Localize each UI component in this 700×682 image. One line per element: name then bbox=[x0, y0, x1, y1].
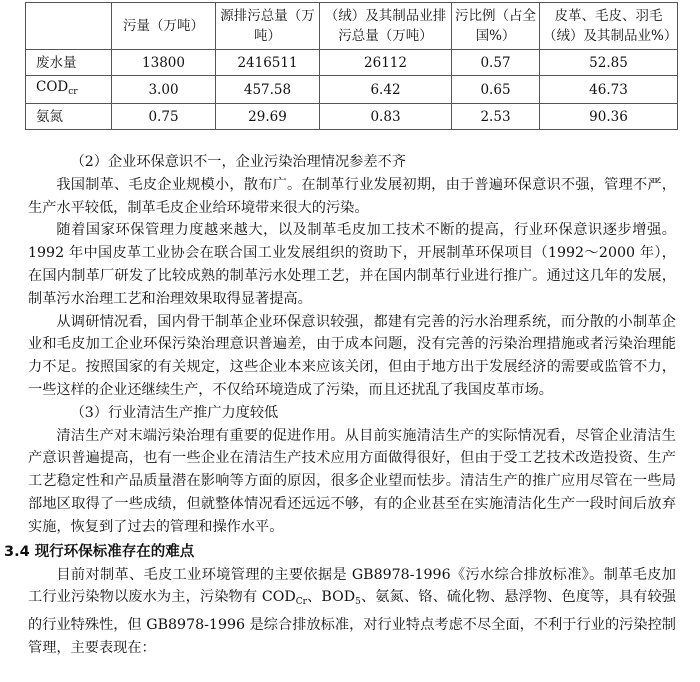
table-cell: 6.42 bbox=[320, 76, 452, 104]
emissions-table bbox=[25, 2, 678, 130]
subscript: 5 bbox=[355, 597, 361, 608]
paragraph: 我国制革、毛皮企业规模小，散布广。在制革行业发展初期，由于普遍环保意识不强，管理不严，生产水平较低，制革毛皮企业给环境带来很大的污染。 bbox=[28, 176, 676, 216]
header-cell: 皮革、毛皮、羽毛（绒）及其制品业%） bbox=[540, 3, 678, 50]
header-cell: 污比例（占全国%） bbox=[452, 3, 540, 50]
table-cell: 52.85 bbox=[540, 50, 678, 76]
table-row bbox=[26, 104, 678, 130]
paragraph-text: 、BOD bbox=[306, 589, 356, 606]
subscript: Cr bbox=[295, 597, 307, 608]
table-row bbox=[26, 50, 678, 76]
table-header-row bbox=[26, 3, 678, 50]
subsection-heading: （3）行业清洁生产推广力度较低 bbox=[70, 404, 279, 421]
header-cell: 源排污总量（万吨） bbox=[216, 3, 320, 50]
table-cell: 0.83 bbox=[320, 104, 452, 130]
table-cell: 0.65 bbox=[452, 76, 540, 104]
paragraph: 随着国家环保管理力度越来越大，以及制革毛皮加工技术不断的提高，行业环保意识逐步增强。1992 年中国皮革工业协会在联合国工业发展组织的资助下，开展制革环保项目（1992～2000 年），在国内制革厂研发了比较成熟的制革污水处理工艺，并在国内制革行业进行推广。通过这几年的发展，制革污水治理工艺和治理效果取得显著提高。 bbox=[28, 222, 676, 307]
paragraph: 清洁生产对末端污染治理有重要的促进作用。从目前实施清洁生产的实际情况看，尽管企业清洁生产意识普遍提高，也有一些企业在清洁生产技术应用方面做得很好，但由于受工艺技术改造投资、生产工艺稳定性和产品质量潜在影响等方面的原因，很多企业望而怯步。清洁生产的推广应用尽管在一些局部地区取得了一些成绩，但就整体情况看还远远不够，有的企业甚至在实施清洁化生产一段时间后放弃实施，恢复到了过去的管理和操作水平。 bbox=[28, 427, 676, 535]
table-row bbox=[26, 76, 678, 104]
table-cell: 90.36 bbox=[540, 104, 678, 130]
document-body bbox=[4, 151, 676, 660]
subsection-heading: （2）企业环保意识不一，企业污染治理情况参差不齐 bbox=[70, 154, 406, 170]
header-cell: （绒）及其制品业排污总量（万吨） bbox=[320, 3, 452, 50]
paragraph-text: 目前对制革、毛皮工业环境管理的主要依据是 GB8978-1996《污水综合排放标准》。制革毛皮加工行业污染物以废水为主，污染物有 COD bbox=[28, 566, 676, 606]
paragraph: 从调研情况看，国内骨干制革企业环保意识较强，都建有完善的污水治理系统，而分散的小制革企业和毛皮加工企业环保污染治理意识普遍差，由于成本问题，没有完善的污染治理措施或者污染治理能力不足。按照国家的有关规定，这些企业本来应该关闭，但由于地方出于发展经济的需要或监管不力，一些这样的企业还继续生产，不仅给环境造成了污染，而且还扰乱了我国皮革市场。 bbox=[28, 313, 676, 398]
table-cell: 0.57 bbox=[452, 50, 540, 76]
paragraph bbox=[28, 564, 676, 660]
row-label: 氨氮 bbox=[26, 104, 112, 130]
header-cell bbox=[26, 3, 112, 50]
row-label-main: COD bbox=[36, 79, 69, 95]
row-label: 废水量 bbox=[26, 50, 112, 76]
header-cell: 污量（万吨） bbox=[112, 3, 216, 50]
table-cell: 3.00 bbox=[112, 76, 216, 104]
table-cell: 2.53 bbox=[452, 104, 540, 130]
table-cell: 29.69 bbox=[216, 104, 320, 130]
table-cell: 26112 bbox=[320, 50, 452, 76]
table-cell: 0.75 bbox=[112, 104, 216, 130]
table-cell: 2416511 bbox=[216, 50, 320, 76]
paragraph-text: 、氨氮、铬、硫化物、悬浮物、色度等，具有较强的行业特殊性，但 GB8978-1996 是综合排放标准，对行业特点考虑不尽全面，不利于行业的污染控制管理，主要表现在： bbox=[28, 589, 676, 656]
row-label-subscript: cr bbox=[68, 87, 78, 97]
table-cell: 46.73 bbox=[540, 76, 678, 104]
section-heading: 3.4 现行环保标准存在的难点 bbox=[4, 543, 195, 560]
table-cell: 13800 bbox=[112, 50, 216, 76]
table-cell: 457.58 bbox=[216, 76, 320, 104]
row-label bbox=[26, 76, 112, 104]
